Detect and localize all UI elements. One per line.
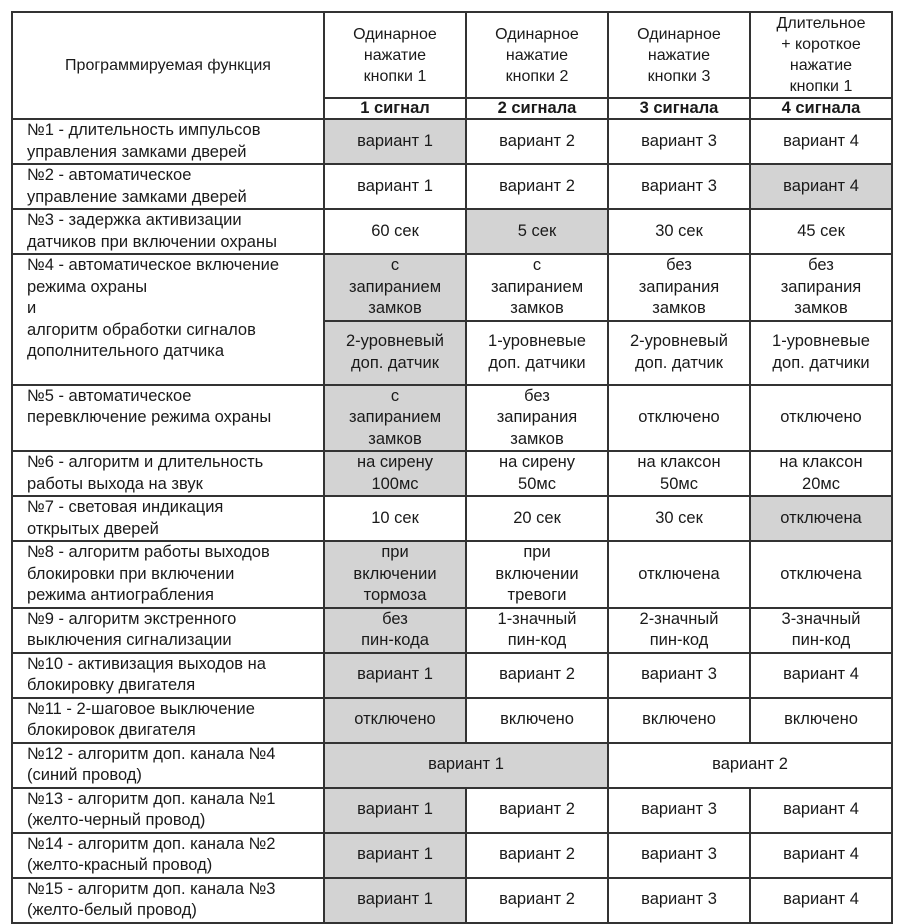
- header-row: [12, 12, 892, 98]
- function-name: №4 - автоматическое включение режима охраны и алгоритм обработки сигналов дополнительного датчика: [12, 254, 324, 385]
- option-cell: вариант 2: [466, 119, 608, 164]
- option-cell: вариант 3: [608, 878, 750, 923]
- option-cell: вариант 1: [324, 833, 466, 878]
- function-row: [12, 496, 892, 541]
- header-button-4: Длительное + короткое нажатие кнопки 1: [750, 12, 892, 98]
- option-cell: вариант 4: [750, 833, 892, 878]
- option-cell: вариант 3: [608, 164, 750, 209]
- option-cell: вариант 2: [466, 833, 608, 878]
- function-row: [12, 164, 892, 209]
- function-row: [12, 541, 892, 608]
- function-name: №8 - алгоритм работы выходов блокировки при включении режима антиограбления: [12, 541, 324, 608]
- option-cell: вариант 2: [466, 788, 608, 833]
- option-cell: вариант 2: [466, 653, 608, 698]
- function-row: [12, 254, 892, 321]
- option-cell: вариант 1: [324, 164, 466, 209]
- option-cell: отключено: [608, 385, 750, 452]
- option-cell: без пин-кода: [324, 608, 466, 653]
- function-name: №1 - длительность импульсов управления замками дверей: [12, 119, 324, 164]
- function-name: №15 - алгоритм доп. канала №3 (желто-белый провод): [12, 878, 324, 923]
- signal-1: 1 сигнал: [324, 98, 466, 119]
- option-cell: 2-уровневый доп. датчик: [608, 321, 750, 385]
- signal-3: 3 сигнала: [608, 98, 750, 119]
- option-cell: вариант 3: [608, 788, 750, 833]
- function-name: №3 - задержка активизации датчиков при включении охраны: [12, 209, 324, 254]
- header-function-label: Программируемая функция: [12, 12, 324, 119]
- option-cell: вариант 1: [324, 878, 466, 923]
- function-name: №10 - активизация выходов на блокировку двигателя: [12, 653, 324, 698]
- function-name: №2 - автоматическое управление замками дверей: [12, 164, 324, 209]
- option-cell: 5 сек: [466, 209, 608, 254]
- option-cell: включено: [750, 698, 892, 743]
- option-cell: на клаксон 50мс: [608, 451, 750, 496]
- option-cell: 1-уровневые доп. датчики: [466, 321, 608, 385]
- function-row: [12, 385, 892, 452]
- option-cell: вариант 1: [324, 743, 608, 788]
- option-cell: с запиранием замков: [466, 254, 608, 321]
- option-cell: без запирания замков: [466, 385, 608, 452]
- function-row: [12, 608, 892, 653]
- option-cell: вариант 4: [750, 119, 892, 164]
- option-cell: вариант 4: [750, 788, 892, 833]
- option-cell: на сирену 100мс: [324, 451, 466, 496]
- function-row: [12, 119, 892, 164]
- option-cell: 2-значный пин-код: [608, 608, 750, 653]
- option-cell: вариант 1: [324, 653, 466, 698]
- option-cell: 20 сек: [466, 496, 608, 541]
- option-cell: 10 сек: [324, 496, 466, 541]
- option-cell: вариант 4: [750, 653, 892, 698]
- function-name: №13 - алгоритм доп. канала №1 (желто-черный провод): [12, 788, 324, 833]
- option-cell: отключена: [750, 496, 892, 541]
- option-cell: 60 сек: [324, 209, 466, 254]
- function-name: №9 - алгоритм экстренного выключения сигнализации: [12, 608, 324, 653]
- option-cell: без запирания замков: [750, 254, 892, 321]
- option-cell: на сирену 50мс: [466, 451, 608, 496]
- programming-table: [11, 11, 893, 924]
- function-name: №14 - алгоритм доп. канала №2 (желто-красный провод): [12, 833, 324, 878]
- option-cell: с запиранием замков: [324, 385, 466, 452]
- option-cell: вариант 2: [466, 164, 608, 209]
- option-cell: отключено: [324, 698, 466, 743]
- option-cell: вариант 4: [750, 878, 892, 923]
- function-name: №7 - световая индикация открытых дверей: [12, 496, 324, 541]
- signal-2: 2 сигнала: [466, 98, 608, 119]
- option-cell: вариант 2: [608, 743, 892, 788]
- option-cell: без запирания замков: [608, 254, 750, 321]
- function-row: [12, 451, 892, 496]
- function-row: [12, 209, 892, 254]
- function-name: №5 - автоматическое перевключение режима охраны: [12, 385, 324, 452]
- function-row: [12, 833, 892, 878]
- option-cell: вариант 1: [324, 788, 466, 833]
- function-row: [12, 788, 892, 833]
- option-cell: вариант 2: [466, 878, 608, 923]
- function-name: №11 - 2-шаговое выключение блокировок двигателя: [12, 698, 324, 743]
- option-cell: 3-значный пин-код: [750, 608, 892, 653]
- option-cell: отключено: [750, 385, 892, 452]
- header-button-1: Одинарное нажатие кнопки 1: [324, 12, 466, 98]
- option-cell: вариант 3: [608, 653, 750, 698]
- function-name: №12 - алгоритм доп. канала №4 (синий провод): [12, 743, 324, 788]
- option-cell: 30 сек: [608, 496, 750, 541]
- function-row: [12, 698, 892, 743]
- option-cell: вариант 3: [608, 119, 750, 164]
- option-cell: 1-уровневые доп. датчики: [750, 321, 892, 385]
- signal-4: 4 сигнала: [750, 98, 892, 119]
- option-cell: вариант 1: [324, 119, 466, 164]
- function-name: №6 - алгоритм и длительность работы выхода на звук: [12, 451, 324, 496]
- function-row: [12, 653, 892, 698]
- option-cell: отключена: [750, 541, 892, 608]
- function-row: [12, 743, 892, 788]
- option-cell: отключена: [608, 541, 750, 608]
- option-cell: вариант 4: [750, 164, 892, 209]
- option-cell: при включении тревоги: [466, 541, 608, 608]
- option-cell: включено: [608, 698, 750, 743]
- header-button-3: Одинарное нажатие кнопки 3: [608, 12, 750, 98]
- option-cell: 1-значный пин-код: [466, 608, 608, 653]
- option-cell: 30 сек: [608, 209, 750, 254]
- option-cell: на клаксон 20мс: [750, 451, 892, 496]
- function-row: [12, 878, 892, 923]
- header-button-2: Одинарное нажатие кнопки 2: [466, 12, 608, 98]
- option-cell: при включении тормоза: [324, 541, 466, 608]
- option-cell: включено: [466, 698, 608, 743]
- option-cell: вариант 3: [608, 833, 750, 878]
- option-cell: 45 сек: [750, 209, 892, 254]
- option-cell: 2-уровневый доп. датчик: [324, 321, 466, 385]
- option-cell: с запиранием замков: [324, 254, 466, 321]
